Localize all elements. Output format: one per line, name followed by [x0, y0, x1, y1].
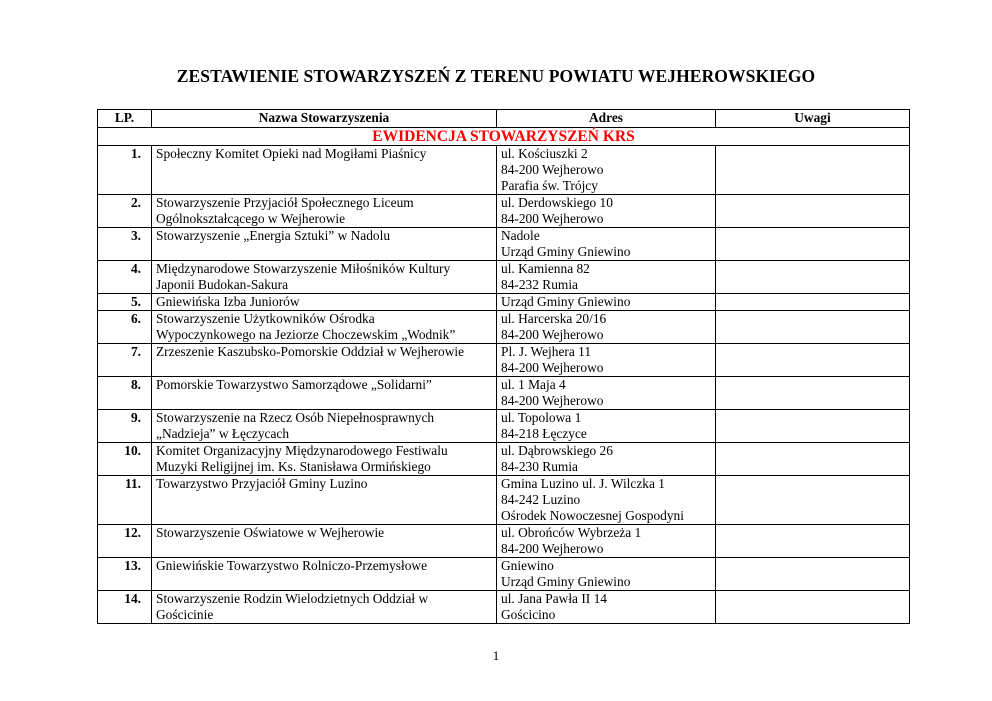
address-line: Gościcino: [501, 607, 556, 622]
association-notes: [716, 525, 910, 558]
section-heading-row: [98, 128, 910, 146]
association-name-line: Zrzeszenie Kaszubsko-Pomorskie Oddział w Wejherowie: [156, 344, 465, 359]
table-header-row: [98, 110, 910, 128]
association-notes: [716, 228, 910, 261]
association-name-line: Pomorskie Towarzystwo Samorządowe „Solidarni”: [156, 377, 432, 392]
association-name-line: Międzynarodowe Stowarzyszenie Miłośników Kultury: [156, 261, 451, 276]
address-line: ul. Jana Pawła II 14: [501, 591, 607, 606]
association-name: [152, 410, 497, 443]
address-line: 84-218 Łęczyce: [501, 426, 587, 441]
document-title: ZESTAWIENIE STOWARZYSZEŃ Z TERENU POWIATU WEJHEROWSKIEGO: [176, 66, 816, 86]
address-line: Parafia św. Trójcy: [501, 178, 598, 193]
page-number: 1: [492, 648, 500, 663]
association-name-line: Gościcinie: [156, 607, 214, 622]
association-address: [497, 228, 716, 261]
table-row: [98, 344, 910, 377]
header-lp: LP.: [98, 110, 152, 128]
table-row: [98, 525, 910, 558]
association-address: [497, 476, 716, 525]
table-row: [98, 294, 910, 311]
association-name-line: Stowarzyszenie Przyjaciół Społecznego Liceum: [156, 195, 414, 210]
address-line: Urząd Gminy Gniewino: [501, 574, 631, 589]
table-row: [98, 261, 910, 294]
association-notes: [716, 311, 910, 344]
table-row: [98, 146, 910, 195]
address-line: Pl. J. Wejhera 11: [501, 344, 592, 359]
address-line: Gniewino: [501, 558, 554, 573]
association-name-line: Społeczny Komitet Opieki nad Mogiłami Piaśnicy: [156, 146, 427, 161]
row-number: 8.: [98, 377, 152, 410]
address-line: 84-200 Wejherowo: [501, 211, 604, 226]
address-line: Nadole: [501, 228, 540, 243]
address-line: ul. Obrońców Wybrzeża 1: [501, 525, 642, 540]
association-notes: [716, 377, 910, 410]
row-number: 4.: [98, 261, 152, 294]
association-notes: [716, 261, 910, 294]
address-line: 84-230 Rumia: [501, 459, 578, 474]
association-address: [497, 377, 716, 410]
association-name: [152, 591, 497, 624]
row-number: 2.: [98, 195, 152, 228]
table-row: [98, 311, 910, 344]
association-notes: [716, 591, 910, 624]
table-body: [98, 128, 910, 624]
address-line: ul. Topolowa 1: [501, 410, 582, 425]
row-number: 6.: [98, 311, 152, 344]
table-row: [98, 591, 910, 624]
association-address: [497, 195, 716, 228]
address-line: 84-200 Wejherowo: [501, 162, 604, 177]
association-notes: [716, 344, 910, 377]
association-address: [497, 410, 716, 443]
association-name-line: Towarzystwo Przyjaciół Gminy Luzino: [156, 476, 368, 491]
address-line: Urząd Gminy Gniewino: [501, 294, 631, 309]
table-row: [98, 228, 910, 261]
address-line: Ośrodek Nowoczesnej Gospodyni: [501, 508, 684, 523]
association-address: [497, 558, 716, 591]
association-name-line: Komitet Organizacyjny Międzynarodowego Festiwalu: [156, 443, 448, 458]
association-name: [152, 195, 497, 228]
association-name-line: Ogólnokształcącego w Wejherowie: [156, 211, 346, 226]
address-line: 84-200 Wejherowo: [501, 360, 604, 375]
address-line: Urząd Gminy Gniewino: [501, 244, 631, 259]
association-name-line: Muzyki Religijnej im. Ks. Stanisława Ormińskiego: [156, 459, 431, 474]
address-line: 84-232 Rumia: [501, 277, 578, 292]
association-name: [152, 294, 497, 311]
address-line: ul. Kościuszki 2: [501, 146, 588, 161]
address-line: ul. Dąbrowskiego 26: [501, 443, 613, 458]
association-name-line: Gniewińska Izba Juniorów: [156, 294, 300, 309]
table-row: [98, 443, 910, 476]
association-address: [497, 146, 716, 195]
address-line: Gmina Luzino ul. J. Wilczka 1: [501, 476, 665, 491]
address-line: 84-242 Luzino: [501, 492, 581, 507]
row-number: 1.: [98, 146, 152, 195]
association-notes: [716, 294, 910, 311]
table-row: [98, 377, 910, 410]
association-name: [152, 311, 497, 344]
association-notes: [716, 443, 910, 476]
row-number: 9.: [98, 410, 152, 443]
address-line: ul. Harcerska 20/16: [501, 311, 607, 326]
association-notes: [716, 410, 910, 443]
association-name-line: „Nadzieja” w Łęczycach: [156, 426, 290, 441]
association-name: [152, 344, 497, 377]
association-name: [152, 377, 497, 410]
row-number: 10.: [98, 443, 152, 476]
table-row: [98, 195, 910, 228]
association-name-line: Gniewińskie Towarzystwo Rolniczo-Przemysłowe: [156, 558, 428, 573]
header-name: Nazwa Stowarzyszenia: [152, 110, 497, 128]
address-line: 84-200 Wejherowo: [501, 393, 604, 408]
table-row: [98, 476, 910, 525]
association-notes: [716, 146, 910, 195]
row-number: 3.: [98, 228, 152, 261]
association-name-line: Stowarzyszenie Rodzin Wielodzietnych Oddział w: [156, 591, 429, 606]
header-notes: Uwagi: [716, 110, 910, 128]
association-name-line: Stowarzyszenie na Rzecz Osób Niepełnosprawnych: [156, 410, 435, 425]
association-name: [152, 476, 497, 525]
row-number: 12.: [98, 525, 152, 558]
association-name: [152, 228, 497, 261]
row-number: 7.: [98, 344, 152, 377]
address-line: ul. Derdowskiego 10: [501, 195, 613, 210]
association-notes: [716, 558, 910, 591]
row-number: 5.: [98, 294, 152, 311]
association-name-line: Stowarzyszenie „Energia Sztuki” w Nadolu: [156, 228, 391, 243]
association-name: [152, 443, 497, 476]
row-number: 14.: [98, 591, 152, 624]
address-line: ul. Kamienna 82: [501, 261, 590, 276]
association-notes: [716, 195, 910, 228]
association-address: [497, 591, 716, 624]
association-name-line: Stowarzyszenie Oświatowe w Wejherowie: [156, 525, 385, 540]
row-number: 11.: [98, 476, 152, 525]
address-line: 84-200 Wejherowo: [501, 541, 604, 556]
row-number: 13.: [98, 558, 152, 591]
address-line: ul. 1 Maja 4: [501, 377, 566, 392]
association-address: [497, 311, 716, 344]
association-address: [497, 443, 716, 476]
association-name-line: Wypoczynkowego na Jeziorze Choczewskim „Wodnik”: [156, 327, 456, 342]
association-name: [152, 146, 497, 195]
association-address: [497, 261, 716, 294]
association-name: [152, 261, 497, 294]
address-line: 84-200 Wejherowo: [501, 327, 604, 342]
association-notes: [716, 476, 910, 525]
association-address: [497, 525, 716, 558]
association-name: [152, 558, 497, 591]
association-name-line: Japonii Budokan-Sakura: [156, 277, 289, 292]
section-heading: EWIDENCJA STOWARZYSZEŃ KRS: [98, 128, 910, 146]
associations-table: [97, 109, 910, 624]
association-name: [152, 525, 497, 558]
table-row: [98, 558, 910, 591]
association-name-line: Stowarzyszenie Użytkowników Ośrodka: [156, 311, 375, 326]
table-row: [98, 410, 910, 443]
association-address: [497, 294, 716, 311]
association-address: [497, 344, 716, 377]
header-address: Adres: [497, 110, 716, 128]
